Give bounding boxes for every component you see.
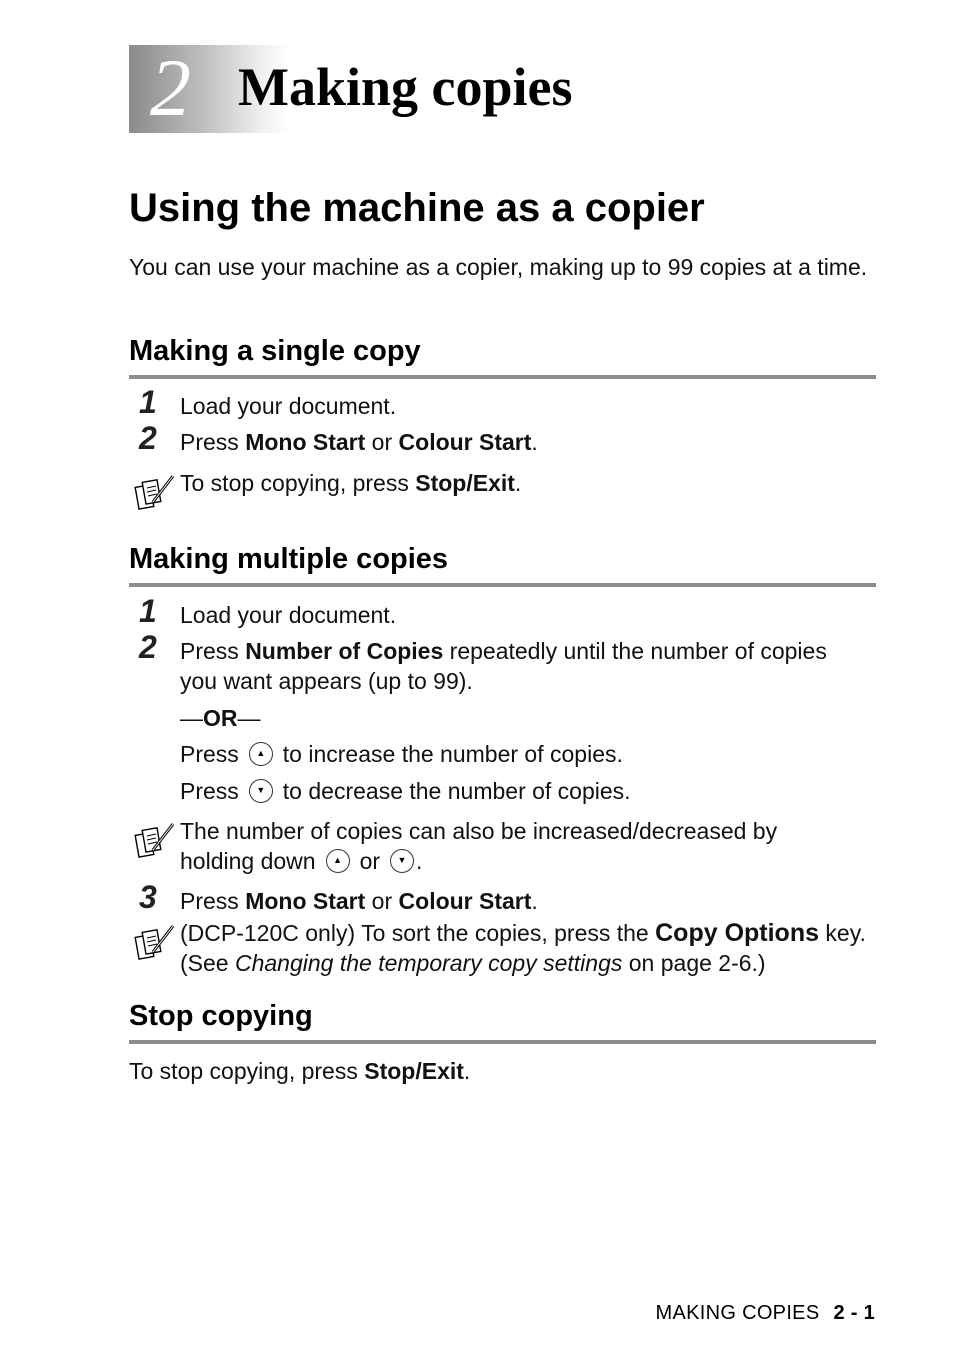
key-colour-start: Colour Start (398, 429, 532, 455)
heading-rule (129, 583, 876, 587)
page-footer (656, 1300, 875, 1326)
heading-rule (129, 375, 876, 379)
chapter-title: Making copies (238, 57, 573, 117)
decrease-instruction: Press ▼ to decrease the number of copies. (180, 778, 631, 804)
key-number-of-copies: Number of Copies (245, 638, 444, 664)
stop-copying-text: To stop copying, press Stop/Exit. (129, 1058, 471, 1084)
page-number: 2 - 1 (833, 1302, 875, 1324)
step-text: Load your document. (180, 602, 397, 628)
key-stop-exit: Stop/Exit (415, 470, 515, 496)
increase-instruction: Press ▲ to increase the number of copies. (180, 741, 623, 767)
key-mono-start: Mono Start (245, 888, 366, 914)
heading-multiple-copies: Making multiple copies (129, 543, 449, 575)
intro-paragraph: You can use your machine as a copier, making up to 99 copies at a time. (129, 254, 868, 280)
up-arrow-key-icon: ▲ (249, 742, 273, 766)
note-text: holding down ▲ or ▼ . (180, 848, 423, 874)
down-arrow-key-icon: ▼ (249, 779, 273, 803)
up-arrow-key-icon: ▲ (326, 849, 350, 873)
chapter-number: 2 (150, 42, 191, 133)
step-text: Press Mono Start or Colour Start. (180, 429, 538, 455)
step-number: 1 (139, 384, 157, 420)
footer-label: MAKING COPIES (655, 1302, 820, 1324)
step-number: 2 (139, 629, 157, 665)
step-number: 1 (139, 593, 157, 629)
down-arrow-key-icon: ▼ (390, 849, 414, 873)
note-text: (DCP-120C only) To sort the copies, press the Copy Options key. (See Changing the temporary copy settings on page 2-6.) (180, 919, 866, 976)
note-text: To stop copying, press Stop/Exit. (180, 470, 522, 496)
note-pencil-icon (134, 820, 176, 860)
heading-rule (129, 1040, 876, 1044)
note-pencil-icon (134, 922, 176, 962)
heading-single-copy: Making a single copy (129, 335, 421, 367)
step-text: Press Number of Copies repeatedly until the number of copies you want appears (up to 99). (180, 638, 827, 694)
key-mono-start: Mono Start (245, 429, 366, 455)
note-text: The number of copies can also be increased/decreased by (180, 818, 778, 844)
step-number: 3 (139, 879, 157, 915)
section-title: Using the machine as a copier (129, 186, 705, 230)
key-copy-options: Copy Options (655, 919, 820, 947)
key-colour-start: Colour Start (398, 888, 532, 914)
step-text: Press Mono Start or Colour Start. (180, 888, 538, 914)
heading-stop-copying: Stop copying (129, 1000, 313, 1032)
step-number: 2 (139, 420, 157, 456)
cross-reference: Changing the temporary copy settings (234, 950, 623, 976)
note-pencil-icon (134, 472, 176, 512)
or-separator: —OR— (180, 705, 261, 731)
step-text: Load your document. (180, 393, 397, 419)
key-stop-exit: Stop/Exit (364, 1058, 464, 1084)
